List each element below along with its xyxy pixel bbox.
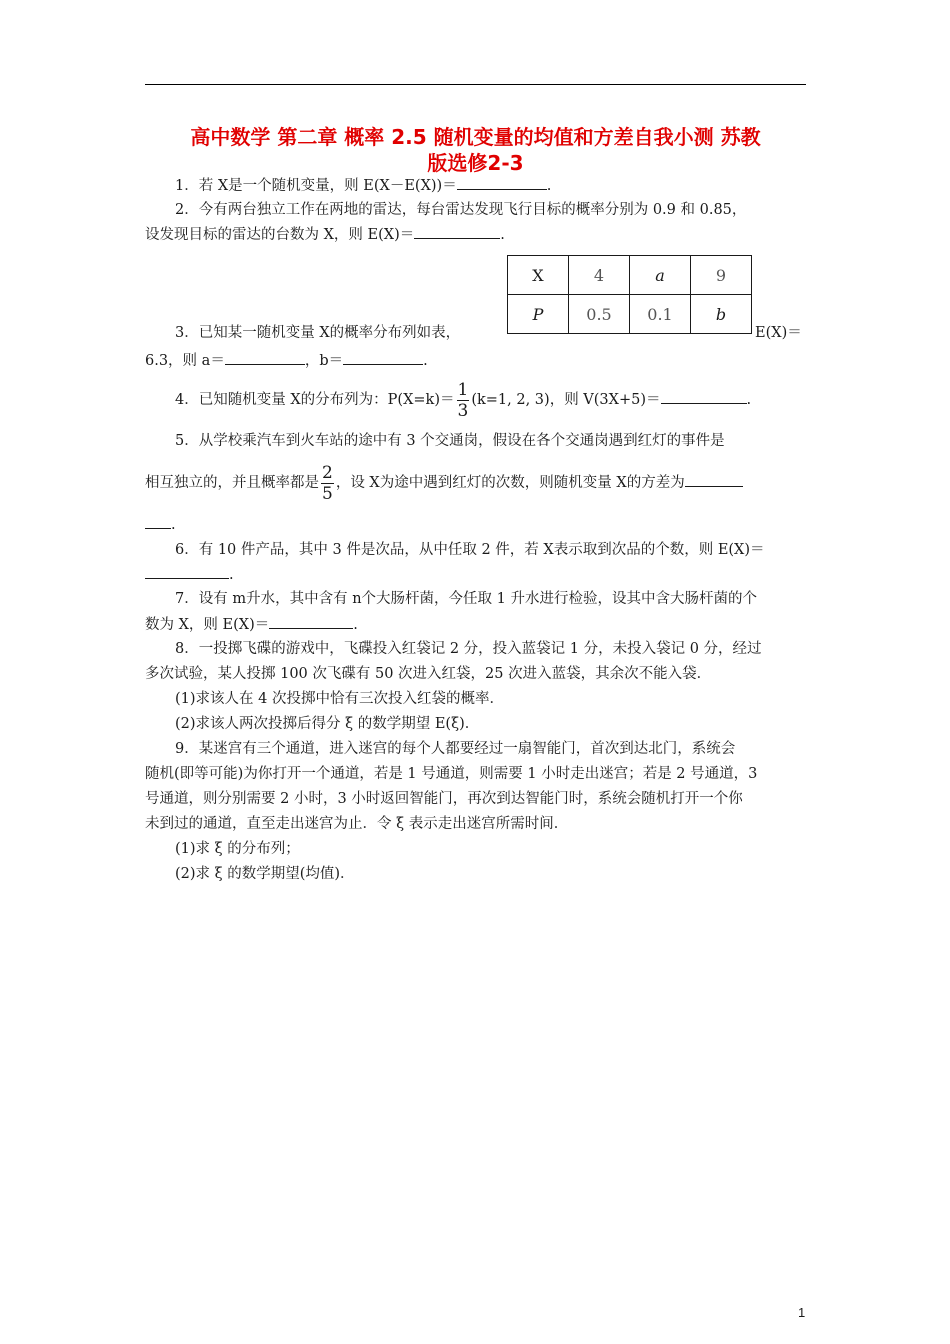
question-8-line1: 8．一投掷飞碟的游戏中，飞碟投入红袋记 2 分，投入蓝袋记 1 分，未投入袋记 0 分，经过	[175, 641, 762, 657]
question-3-line1: 3．已知某一随机变量 X的概率分布列如表，	[175, 325, 461, 341]
table-cell: 0.5	[569, 295, 630, 334]
table-cell: X	[508, 256, 569, 295]
question-7-line2: 数为 X，则 E(X)＝ .	[145, 614, 806, 635]
question-4: 4．已知随机变量 X的分布列为：P(X=k)＝ $\frac{1}{3}$ (k=1, 2, 3)，则 V(3X+5)＝ .	[175, 379, 752, 421]
table-row	[508, 256, 752, 295]
answer-blank	[343, 350, 423, 365]
fraction: $\frac{2}{5}$	[322, 462, 333, 504]
table-cell: b	[691, 295, 752, 334]
answer-blank	[414, 224, 500, 239]
question-9-line2: 随机(即等可能)为你打开一个通道，若是 1 号通道，则需要 1 小时走出迷宫；若是 2 号通道，3	[145, 766, 758, 782]
table-cell: a	[630, 256, 691, 295]
answer-blank	[457, 175, 547, 190]
question-5-line1: 5．从学校乘汽车到火车站的途中有 3 个交通岗，假设在各个交通岗遇到红灯的事件是	[175, 433, 725, 449]
question-3-line1-right: E(X)＝	[755, 325, 802, 341]
question-8-part1: (1)求该人在 4 次投掷中恰有三次投入红袋的概率．	[175, 691, 504, 707]
question-1-text: 1．若 X是一个随机变量，则 E(X－E(X))＝	[175, 178, 457, 194]
document-title-line2: 版选修2-3	[427, 151, 524, 175]
question-8-line2: 多次试验，某人投掷 100 次飞碟有 50 次进入红袋，25 次进入蓝袋，其余次不能入袋．	[145, 666, 712, 682]
header-rule	[145, 84, 806, 85]
answer-blank	[145, 564, 229, 579]
question-3-line2: 6.3，则 a＝ ，b＝ .	[145, 350, 806, 371]
answer-blank	[685, 472, 743, 487]
question-9-line3: 号通道，则分别需要 2 小时，3 小时返回智能门，再次到达智能门时，系统会随机打开一个你	[145, 791, 743, 807]
answer-blank	[269, 614, 353, 629]
question-9-line4: 未到过的通道，直至走出迷宫为止．令 ξ 表示走出迷宫所需时间．	[145, 816, 569, 832]
page-number: 1	[798, 1305, 806, 1320]
question-5-line3: .	[145, 514, 806, 535]
question-6-line2: .	[145, 564, 806, 585]
fraction: $\frac{1}{3}$	[457, 379, 469, 421]
question-5-line2: 相互独立的，并且概率都是 $\frac{2}{5}$ ，设 X为途中遇到红灯的次数，则随机变量 X的方差为	[145, 460, 806, 506]
table-cell: P	[508, 295, 569, 334]
document-title-line1: 高中数学 第二章 概率 2.5 随机变量的均值和方差自我小测 苏教	[190, 125, 761, 149]
question-2-line2: 设发现目标的雷达的台数为 X，则 E(X)＝ .	[145, 224, 806, 245]
answer-blank	[225, 350, 305, 365]
question-9-part1: (1)求 ξ 的分布列；	[175, 841, 300, 857]
question-2-line1: 2．今有两台独立工作在两地的雷达，每台雷达发现飞行目标的概率分别为 0.9 和 0.85，	[175, 202, 747, 218]
question-8-part2: (2)求该人两次投掷后得分 ξ 的数学期望 E(ξ)．	[175, 716, 480, 732]
answer-blank	[145, 514, 171, 529]
table-cell: 0.1	[630, 295, 691, 334]
table-cell: 4	[569, 256, 630, 295]
question-7-line1: 7．设有 m升水，其中含有 n个大肠杆菌，今任取 1 升水进行检验，设其中含大肠杆菌的个	[175, 591, 757, 607]
question-9-line1: 9．某迷宫有三个通道，进入迷宫的每个人都要经过一扇智能门，首次到达北门，系统会	[175, 741, 736, 757]
question-1: 1．若 X是一个随机变量，则 E(X－E(X))＝ .	[145, 175, 806, 196]
answer-blank	[661, 389, 747, 404]
question-9-part2: (2)求 ξ 的数学期望(均值)．	[175, 866, 355, 882]
table-cell: 9	[691, 256, 752, 295]
question-6-line1: 6．有 10 件产品，其中 3 件是次品，从中任取 2 件，若 X表示取到次品的个数，则 E(X)＝	[175, 542, 765, 558]
